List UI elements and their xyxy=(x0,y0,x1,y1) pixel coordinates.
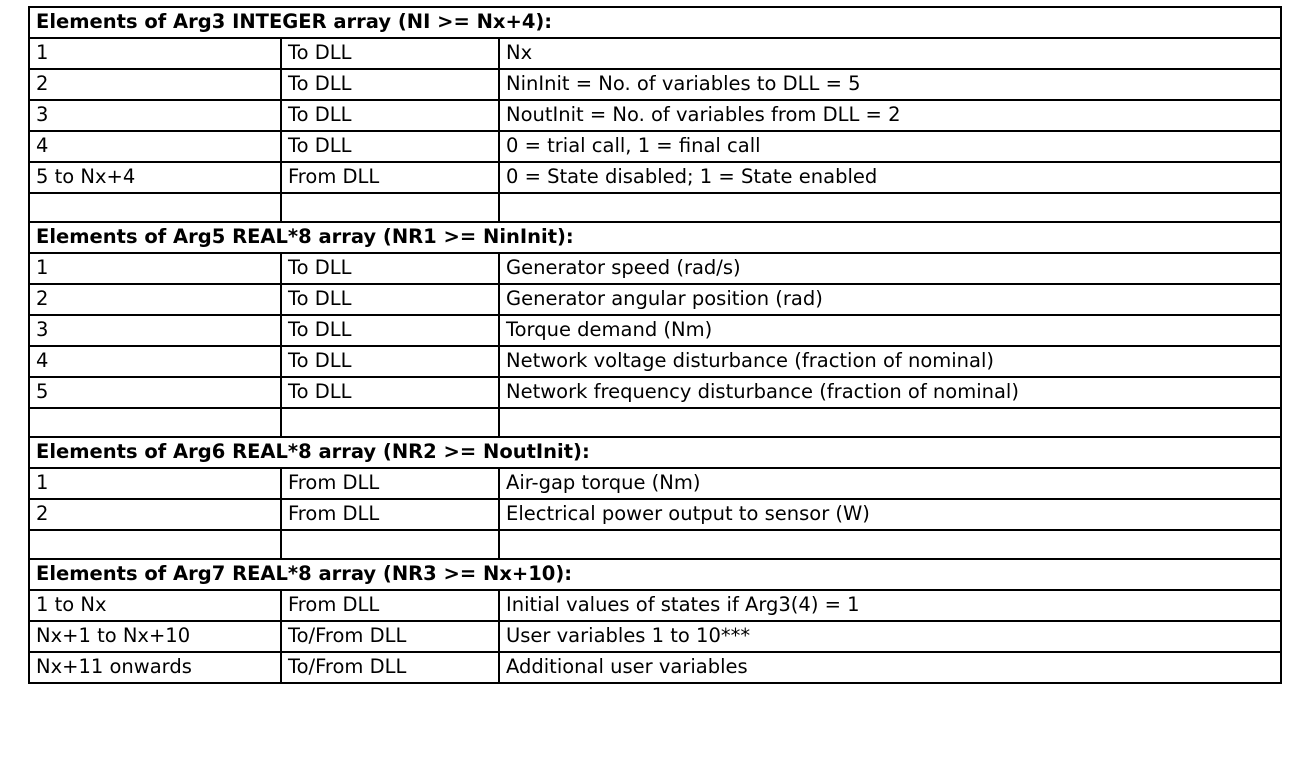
spacer-cell xyxy=(281,193,499,222)
element-index-cell: 5 xyxy=(29,377,281,408)
description-cell: Air-gap torque (Nm) xyxy=(499,468,1281,499)
direction-cell: To DLL xyxy=(281,253,499,284)
section-header-row xyxy=(29,437,1281,468)
element-index-cell: 3 xyxy=(29,315,281,346)
element-index-cell: 5 to Nx+4 xyxy=(29,162,281,193)
direction-cell: To DLL xyxy=(281,284,499,315)
direction-cell: To DLL xyxy=(281,69,499,100)
spacer-cell xyxy=(29,193,281,222)
section-header-row xyxy=(29,7,1281,38)
description-cell: NoutInit = No. of variables from DLL = 2 xyxy=(499,100,1281,131)
direction-cell: From DLL xyxy=(281,499,499,530)
element-index-cell: 4 xyxy=(29,346,281,377)
element-index-cell: 1 xyxy=(29,38,281,69)
description-cell: NinInit = No. of variables to DLL = 5 xyxy=(499,69,1281,100)
spacer-row xyxy=(29,408,1281,437)
table-row xyxy=(29,162,1281,193)
direction-cell: From DLL xyxy=(281,590,499,621)
table-row xyxy=(29,315,1281,346)
description-cell: 0 = trial call, 1 = final call xyxy=(499,131,1281,162)
spec-table-body xyxy=(29,7,1281,683)
spacer-cell xyxy=(499,408,1281,437)
spacer-cell xyxy=(281,408,499,437)
section-header-row xyxy=(29,222,1281,253)
spacer-cell xyxy=(499,530,1281,559)
description-cell: Generator speed (rad/s) xyxy=(499,253,1281,284)
element-index-cell: Nx+1 to Nx+10 xyxy=(29,621,281,652)
direction-cell: To DLL xyxy=(281,377,499,408)
section-header-label: Elements of Arg5 REAL*8 array (NR1 >= NinInit): xyxy=(29,222,1281,253)
spacer-cell xyxy=(499,193,1281,222)
description-cell: Electrical power output to sensor (W) xyxy=(499,499,1281,530)
table-row xyxy=(29,621,1281,652)
description-cell: Nx xyxy=(499,38,1281,69)
spacer-cell xyxy=(29,408,281,437)
description-cell: Initial values of states if Arg3(4) = 1 xyxy=(499,590,1281,621)
section-header-label: Elements of Arg3 INTEGER array (NI >= Nx+4): xyxy=(29,7,1281,38)
element-index-cell: 2 xyxy=(29,284,281,315)
table-row xyxy=(29,499,1281,530)
description-cell: Generator angular position (rad) xyxy=(499,284,1281,315)
table-row xyxy=(29,377,1281,408)
direction-cell: To DLL xyxy=(281,315,499,346)
direction-cell: To DLL xyxy=(281,346,499,377)
spacer-cell xyxy=(29,530,281,559)
direction-cell: To DLL xyxy=(281,100,499,131)
table-row xyxy=(29,284,1281,315)
description-cell: Torque demand (Nm) xyxy=(499,315,1281,346)
spec-table xyxy=(28,6,1282,684)
direction-cell: From DLL xyxy=(281,162,499,193)
element-index-cell: 3 xyxy=(29,100,281,131)
description-cell: Network frequency disturbance (fraction of nominal) xyxy=(499,377,1281,408)
direction-cell: To DLL xyxy=(281,131,499,162)
description-cell: Additional user variables xyxy=(499,652,1281,683)
element-index-cell: 2 xyxy=(29,69,281,100)
spacer-row xyxy=(29,530,1281,559)
table-row xyxy=(29,100,1281,131)
direction-cell: From DLL xyxy=(281,468,499,499)
element-index-cell: 1 xyxy=(29,468,281,499)
element-index-cell: Nx+11 onwards xyxy=(29,652,281,683)
table-row xyxy=(29,253,1281,284)
description-cell: 0 = State disabled; 1 = State enabled xyxy=(499,162,1281,193)
table-row xyxy=(29,346,1281,377)
table-row xyxy=(29,590,1281,621)
table-row xyxy=(29,652,1281,683)
element-index-cell: 2 xyxy=(29,499,281,530)
element-index-cell: 1 to Nx xyxy=(29,590,281,621)
direction-cell: To/From DLL xyxy=(281,652,499,683)
section-header-row xyxy=(29,559,1281,590)
table-row xyxy=(29,468,1281,499)
section-header-label: Elements of Arg6 REAL*8 array (NR2 >= NoutInit): xyxy=(29,437,1281,468)
table-row xyxy=(29,131,1281,162)
spacer-cell xyxy=(281,530,499,559)
table-row xyxy=(29,69,1281,100)
description-cell: User variables 1 to 10*** xyxy=(499,621,1281,652)
spacer-row xyxy=(29,193,1281,222)
table-row xyxy=(29,38,1281,69)
direction-cell: To/From DLL xyxy=(281,621,499,652)
direction-cell: To DLL xyxy=(281,38,499,69)
section-header-label: Elements of Arg7 REAL*8 array (NR3 >= Nx+10): xyxy=(29,559,1281,590)
element-index-cell: 4 xyxy=(29,131,281,162)
element-index-cell: 1 xyxy=(29,253,281,284)
description-cell: Network voltage disturbance (fraction of nominal) xyxy=(499,346,1281,377)
